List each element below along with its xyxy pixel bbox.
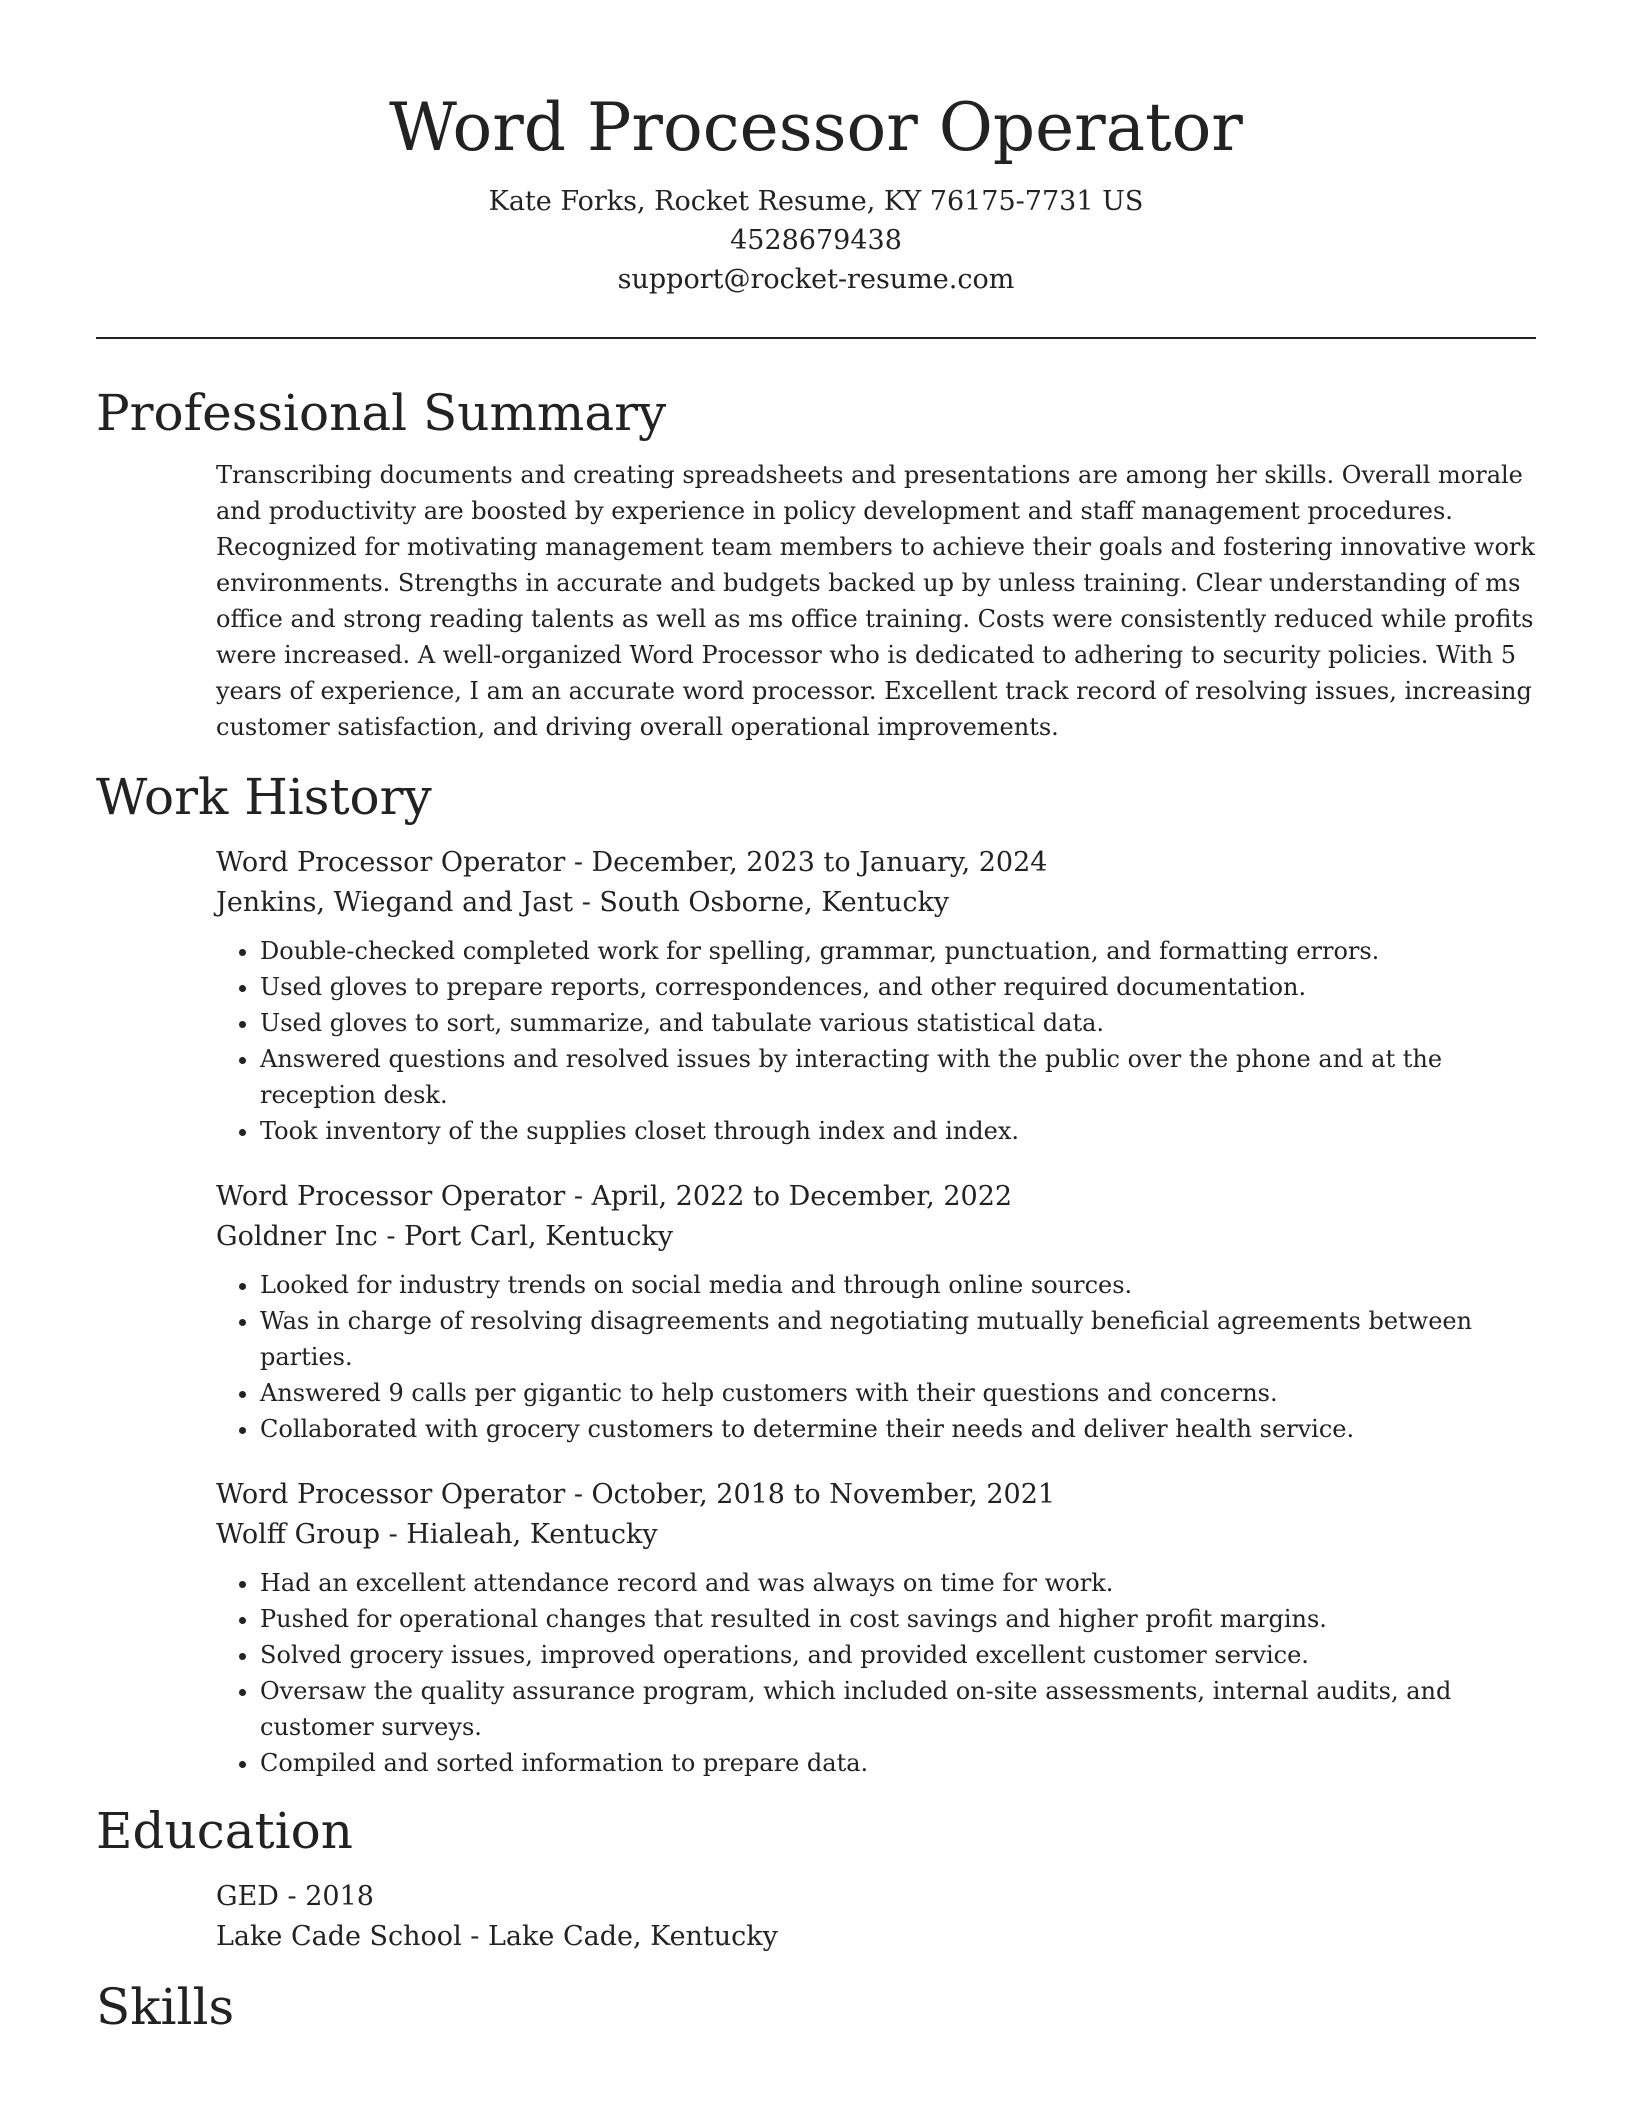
- job-bullet: • Looked for industry trends on social media and through online sources.: [260, 1267, 1536, 1303]
- job-entry: [216, 843, 1536, 1149]
- job-role: Word Processor Operator: [216, 1479, 566, 1510]
- job-dates: - October, 2018 to November, 2021: [565, 1479, 1056, 1510]
- job-company-line: [216, 1217, 1536, 1257]
- contact-phone: 4528679438: [730, 225, 902, 256]
- resume-page: [96, 0, 1536, 2039]
- job-role: Word Processor Operator: [216, 1181, 566, 1212]
- job-bullet: • Solved grocery issues, improved operations, and provided excellent customer service.: [260, 1637, 1536, 1673]
- education-degree-line: [216, 1877, 1536, 1917]
- resume-title: Word Processor Operator: [389, 89, 1243, 166]
- header-divider: [96, 337, 1536, 339]
- summary-heading: Professional Summary: [96, 384, 667, 442]
- job-location: - Hialeah, Kentucky: [379, 1519, 658, 1550]
- job-bullet: • Used gloves to prepare reports, correspondences, and other required documentation.: [260, 969, 1536, 1005]
- job-company-line: [216, 1515, 1536, 1555]
- job-dates: - December, 2023 to January, 2024: [565, 847, 1048, 878]
- job-bullets: [216, 933, 1536, 1149]
- summary-text: Transcribing documents and creating spreadsheets and presentations are among her skills. Overall morale and productivity are boosted by experience in policy development and staff management procedures. Recognized for motivating management team members to achieve their goals and fostering innovative work environments. Strengths in accurate and budgets backed up by unless training. Clear understanding of ms office and strong reading talents as well as ms office training. Costs were consistently reduced while profits were increased. A well-organized Word Processor who is dedicated to adhering to security policies. With 5 years of experience, I am an accurate word processor. Excellent track record of resolving issues, increasing customer satisfaction, and driving overall operational improvements.: [216, 461, 1535, 741]
- job-bullet: • Had an excellent attendance record and was always on time for work.: [260, 1565, 1536, 1601]
- education-year: - 2018: [278, 1881, 374, 1912]
- job-role: Word Processor Operator: [216, 847, 566, 878]
- job-location: - South Osborne, Kentucky: [573, 887, 950, 918]
- job-company: Jenkins, Wiegand and Jast: [216, 887, 574, 918]
- job-title-line: [216, 843, 1536, 883]
- education-entry: [216, 1877, 1536, 1957]
- work-history-list: [216, 843, 1536, 1781]
- education-degree: GED: [216, 1881, 279, 1912]
- job-bullet: • Compiled and sorted information to prepare data.: [260, 1745, 1536, 1781]
- work-history-heading: Work History: [96, 768, 432, 826]
- job-bullet: • Took inventory of the supplies closet through index and index.: [260, 1113, 1536, 1149]
- job-bullet: • Oversaw the quality assurance program, which included on-site assessments, internal audits, and customer surveys.: [260, 1673, 1536, 1745]
- education-school-line: [216, 1917, 1536, 1957]
- job-bullet: • Answered questions and resolved issues by interacting with the public over the phone and at the reception desk.: [260, 1041, 1536, 1113]
- contact-address: Kate Forks, Rocket Resume, KY 76175-7731 US: [488, 186, 1144, 217]
- job-bullet: • Collaborated with grocery customers to determine their needs and deliver health service.: [260, 1411, 1536, 1447]
- contact-block: [96, 182, 1536, 299]
- education-heading: Education: [96, 1802, 353, 1860]
- contact-email: support@rocket-resume.com: [617, 264, 1015, 295]
- education-location: - Lake Cade, Kentucky: [461, 1921, 778, 1952]
- job-bullet: • Used gloves to sort, summarize, and tabulate various statistical data.: [260, 1005, 1536, 1041]
- job-company-line: [216, 883, 1536, 923]
- job-bullet: • Answered 9 calls per gigantic to help customers with their questions and concerns.: [260, 1375, 1536, 1411]
- job-bullet: • Pushed for operational changes that resulted in cost savings and higher profit margins.: [260, 1601, 1536, 1637]
- job-bullets: [216, 1267, 1536, 1447]
- job-bullet: • Double-checked completed work for spelling, grammar, punctuation, and formatting errors.: [260, 933, 1536, 969]
- job-entry: [216, 1177, 1536, 1447]
- job-location: - Port Carl, Kentucky: [377, 1221, 673, 1252]
- education-school: Lake Cade School: [216, 1921, 462, 1952]
- job-title-line: [216, 1475, 1536, 1515]
- job-title-line: [216, 1177, 1536, 1217]
- job-bullet: • Was in charge of resolving disagreements and negotiating mutually beneficial agreements between parties.: [260, 1303, 1536, 1375]
- skills-heading: Skills: [96, 1978, 235, 2036]
- job-company: Goldner Inc: [216, 1221, 378, 1252]
- job-company: Wolff Group: [216, 1519, 380, 1550]
- job-dates: - April, 2022 to December, 2022: [565, 1181, 1013, 1212]
- job-bullets: [216, 1565, 1536, 1781]
- job-entry: [216, 1475, 1536, 1781]
